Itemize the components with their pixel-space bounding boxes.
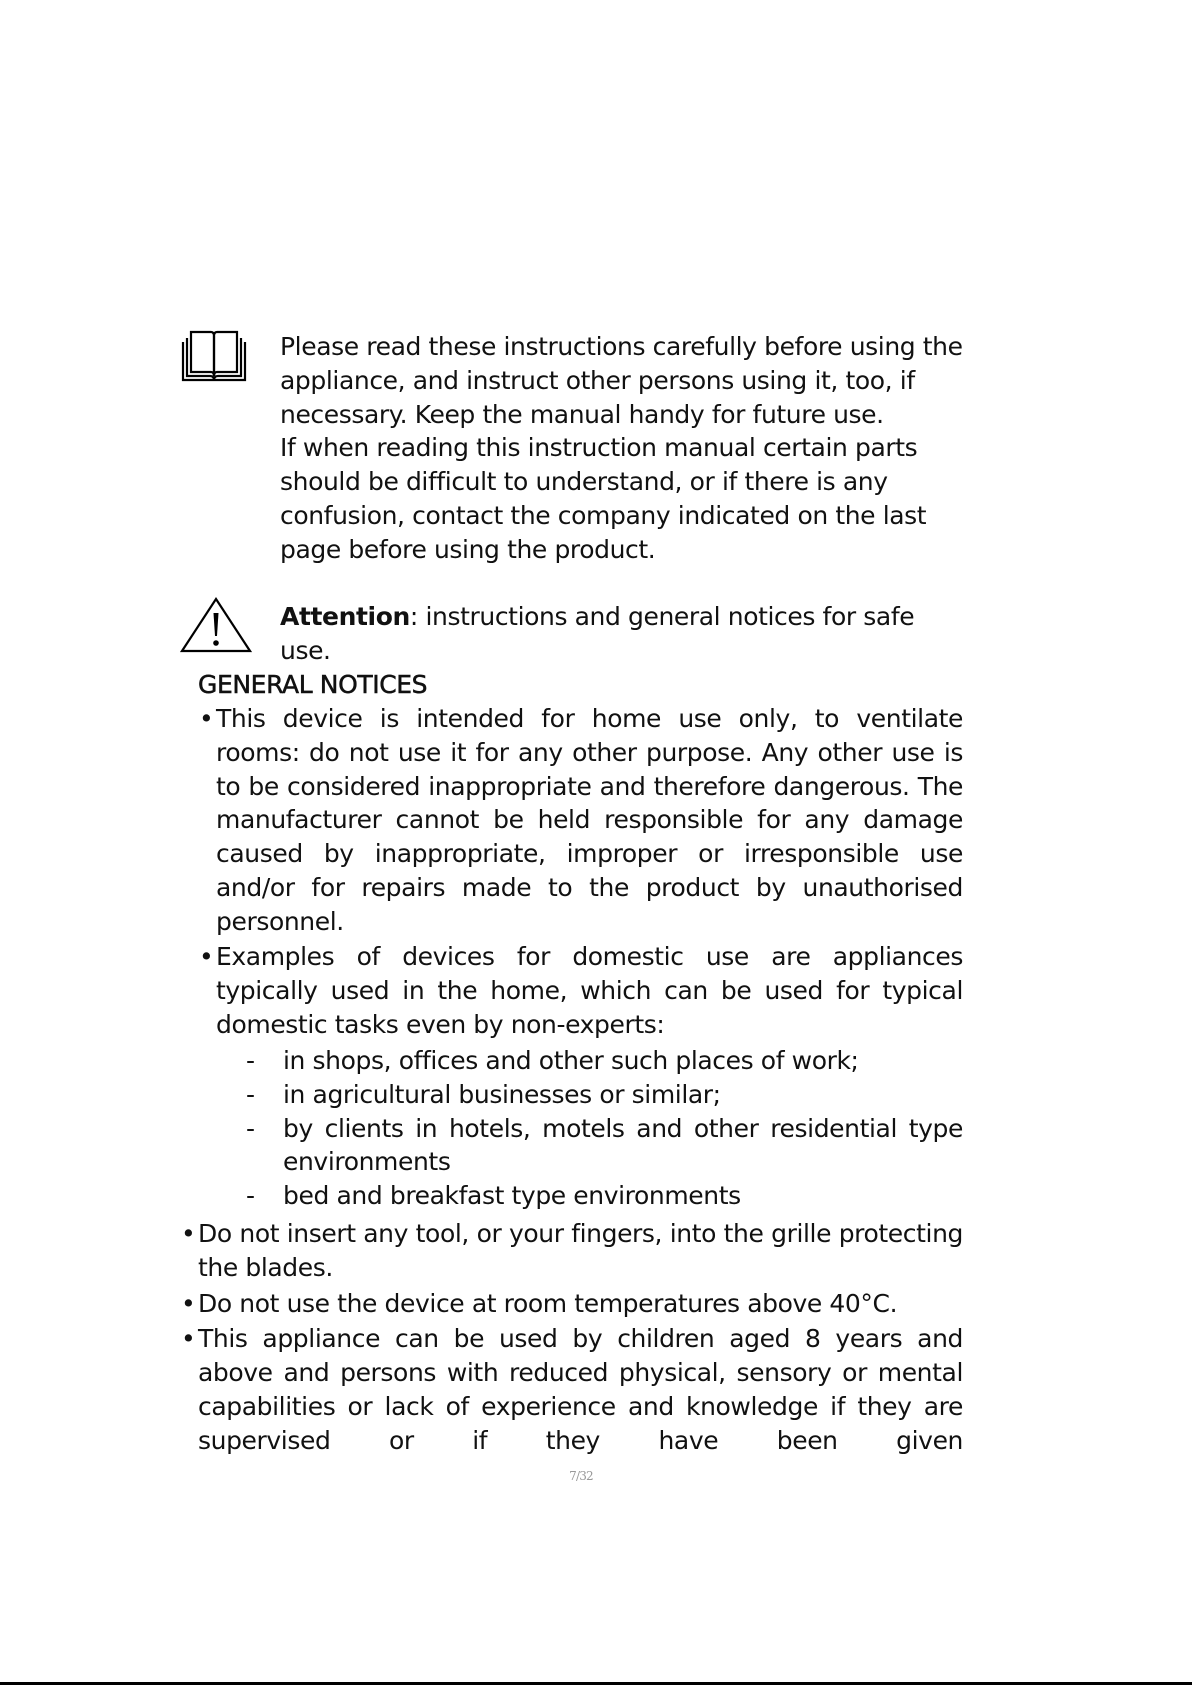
notices-list: [199, 702, 963, 1043]
list-item: • Do not use the device at room temperatures above 40°C.: [198, 1287, 963, 1321]
notices-list-continued: [181, 1217, 963, 1460]
list-item: • Examples of devices for domestic use are appliances typically used in the home, which can be used for typical domestic tasks even by non-experts:: [199, 942, 963, 1039]
page-number: 7/32: [569, 1469, 593, 1483]
bullet: •: [181, 1324, 196, 1354]
warning-triangle-icon: [180, 596, 252, 654]
intro-text: [280, 330, 970, 567]
examples-sublist: [246, 1044, 963, 1213]
bullet: •: [181, 1288, 196, 1318]
attention-text: : instructions and general notices for safe use.: [280, 602, 915, 665]
dash: -: [246, 1181, 255, 1211]
bullet: •: [199, 704, 214, 733]
attention-label: Attention: [280, 602, 410, 631]
attention-note: [280, 600, 970, 668]
book-icon: [180, 330, 248, 386]
sublist-item: - bed and breakfast type environments: [283, 1179, 963, 1213]
sublist-item: - in shops, offices and other such places of work;: [283, 1044, 963, 1078]
list-item: • Do not insert any tool, or your fingers, into the grille protecting the blades.: [181, 1219, 963, 1282]
section-heading: GENERAL NOTICES: [198, 670, 428, 699]
sublist-item: - by clients in hotels, motels and other residential type environments: [246, 1113, 963, 1177]
list-item: • This appliance can be used by children aged 8 years and above and persons with reduced physical, sensory or mental capabilities or lack of experience and knowledge if they are supervised or if they have been given: [181, 1324, 963, 1455]
bullet: •: [199, 942, 214, 972]
intro-paragraph-2: If when reading this instruction manual certain parts should be difficult to understand, or if there is any confusion, contact the company indicated on the last page before using the product.: [280, 433, 927, 564]
dash: -: [246, 1079, 255, 1109]
intro-paragraph-1: Please read these instructions carefully before using the appliance, and instruct other persons using it, too, if necessary. Keep the manual handy for future use.: [280, 332, 963, 429]
dash: -: [246, 1046, 255, 1075]
sublist-item: - in agricultural businesses or similar;: [283, 1078, 963, 1112]
list-item: • This device is intended for home use only, to ventilate rooms: do not use it for any other purpose. Any other use is to be considered inappropriate and therefore dangerous. The manufacturer cannot be held responsible for any damage caused by inappropriate, improper or irresponsible use and/or for repairs made to the product by unauthorised personnel.: [199, 704, 963, 936]
bullet: •: [181, 1219, 196, 1248]
dash: -: [246, 1113, 255, 1143]
